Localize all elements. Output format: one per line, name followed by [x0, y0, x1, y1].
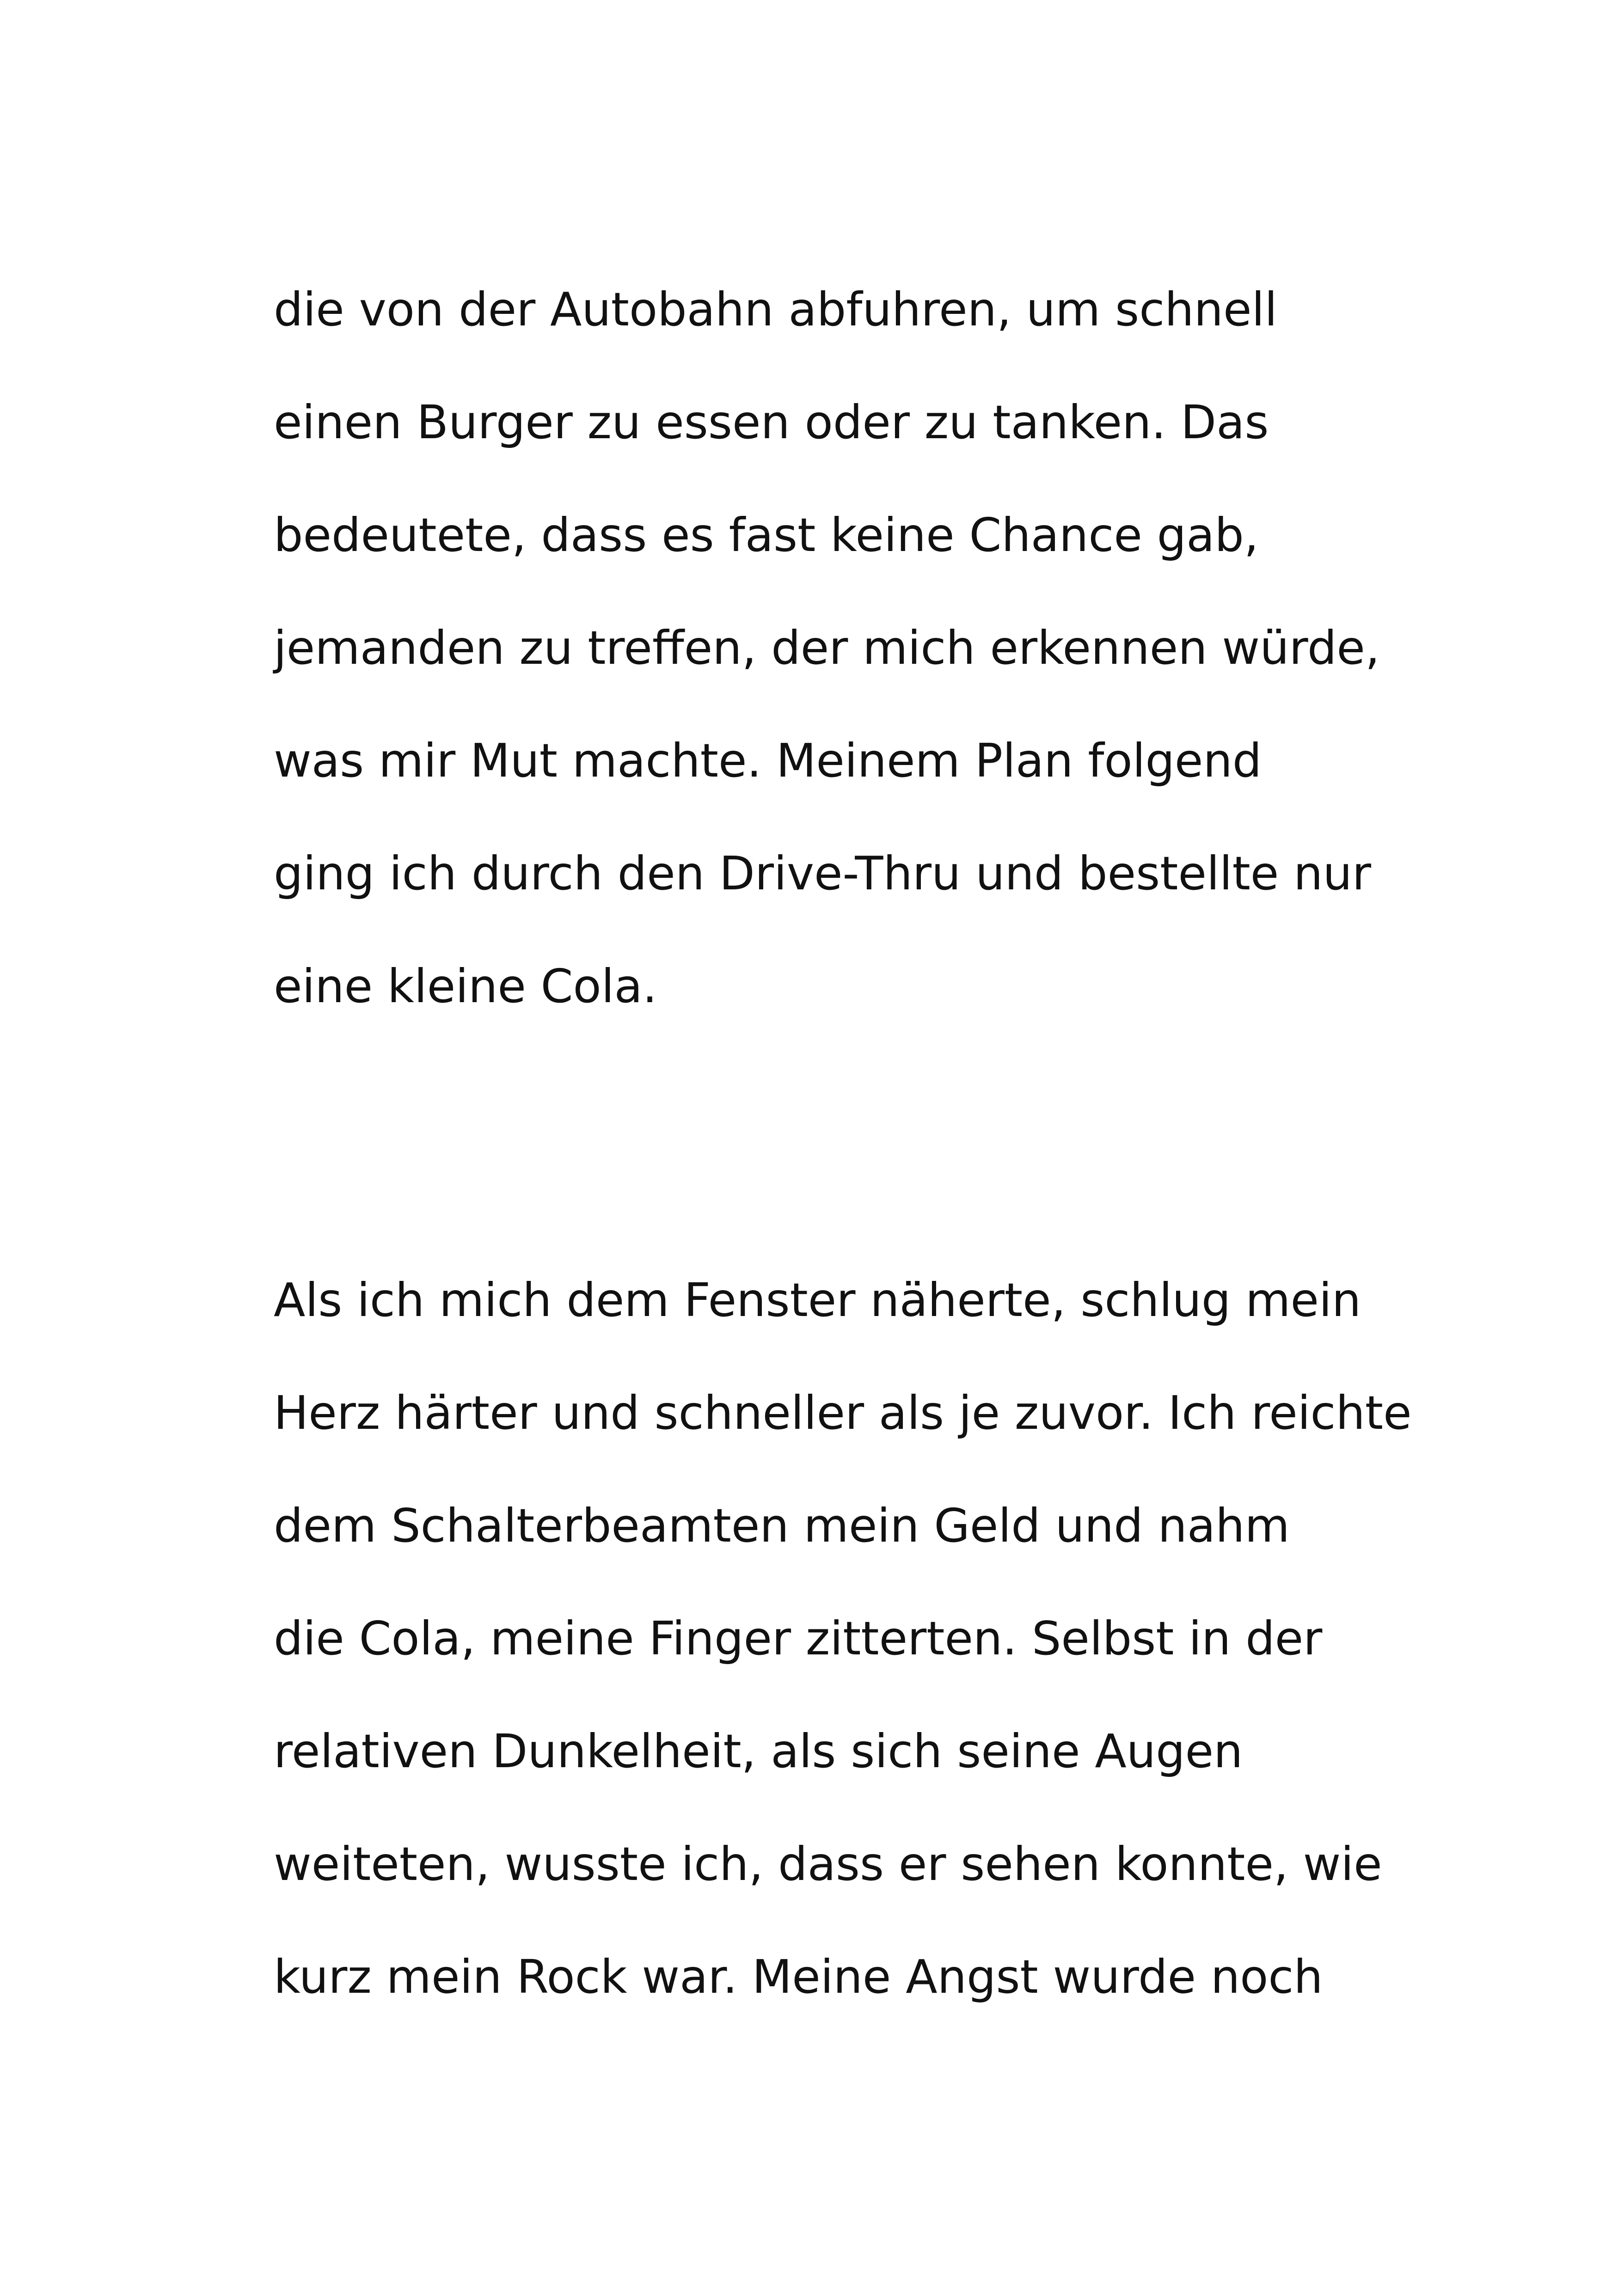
text-line: relativen Dunkelheit, als sich seine Augen [274, 1724, 1243, 1778]
text-line: die Cola, meine Finger zitterten. Selbst in der [274, 1611, 1323, 1665]
text-line: die von der Autobahn abfuhren, um schnell [274, 282, 1278, 337]
paragraph-1 [274, 253, 1476, 1043]
paragraph-2 [274, 1244, 1476, 2033]
text-line: eine kleine Cola. [274, 959, 657, 1013]
text-line: Als ich mich dem Fenster näherte, schlug mein [274, 1273, 1361, 1327]
text-line: bedeutete, dass es fast keine Chance gab, [274, 508, 1259, 562]
text-line: ging ich durch den Drive-Thru und bestellte nur [274, 846, 1371, 900]
text-line: weiteten, wusste ich, dass er sehen konnte, wie [274, 1837, 1382, 1891]
text-line: dem Schalterbeamten mein Geld und nahm [274, 1499, 1290, 1553]
text-line: was mir Mut machte. Meinem Plan folgend [274, 734, 1262, 788]
text-line: jemanden zu treffen, der mich erkennen würde, [274, 621, 1380, 675]
text-line: einen Burger zu essen oder zu tanken. Das [274, 395, 1269, 449]
text-line: Herz härter und schneller als je zuvor. Ich reichte [274, 1386, 1412, 1440]
text-line: kurz mein Rock war. Meine Angst wurde noch [274, 1950, 1323, 2004]
